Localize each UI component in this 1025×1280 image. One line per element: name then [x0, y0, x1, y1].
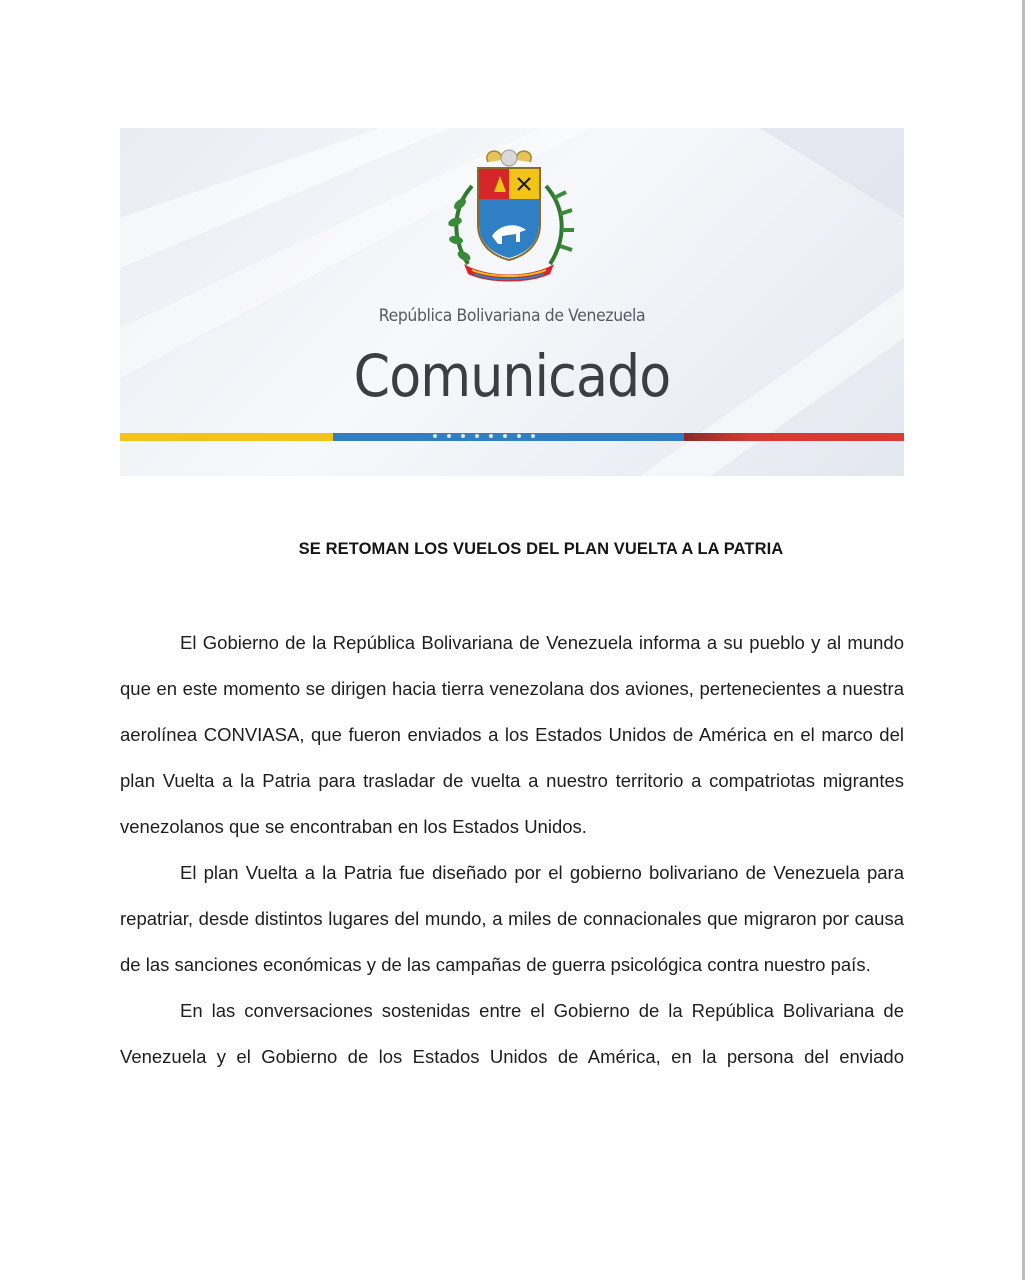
republic-name: República Bolivariana de Venezuela [378, 306, 646, 326]
star-icon [517, 434, 521, 438]
paragraph: En las conversaciones sostenidas entre el Gobierno de la República Bolivariana de Venezuela y el Gobierno de los Estados Unidos de América, en la persona del enviado [120, 1000, 904, 1067]
venezuela-coat-of-arms-icon [442, 146, 576, 286]
star-icon [531, 434, 535, 438]
flag-yellow-segment [120, 433, 333, 441]
star-icon [461, 434, 465, 438]
document-headline: SE RETOMAN LOS VUELOS DEL PLAN VUELTA A LA PATRIA [298, 540, 784, 558]
communique-title: Comunicado [353, 342, 671, 410]
document-body [120, 620, 904, 1080]
flag-red-segment [684, 433, 904, 441]
flag-color-bar [120, 433, 904, 441]
communique-banner [120, 128, 904, 476]
flag-stars [433, 434, 535, 438]
paragraph: El plan Vuelta a la Patria fue diseñado por el gobierno bolivariano de Venezuela para repatriar, desde distintos lugares del mundo, a miles de connacionales que migraron por causa de las sanciones económicas y de las campañas de guerra psicológica contra nuestro país. [120, 862, 904, 975]
star-icon [489, 434, 493, 438]
star-icon [447, 434, 451, 438]
flag-blue-segment [333, 433, 684, 441]
star-icon [433, 434, 437, 438]
star-icon [475, 434, 479, 438]
paragraph: El Gobierno de la República Bolivariana de Venezuela informa a su pueblo y al mundo que en este momento se dirigen hacia tierra venezolana dos aviones, pertenecientes a nuestra aerolínea CONVIASA, que fueron enviados a los Estados Unidos de América en el marco del plan Vuelta a la Patria para trasladar de vuelta a nuestro territorio a compatriotas migrantes venezolanos que se encontraban en los Estados Unidos. [120, 632, 904, 837]
star-icon [503, 434, 507, 438]
